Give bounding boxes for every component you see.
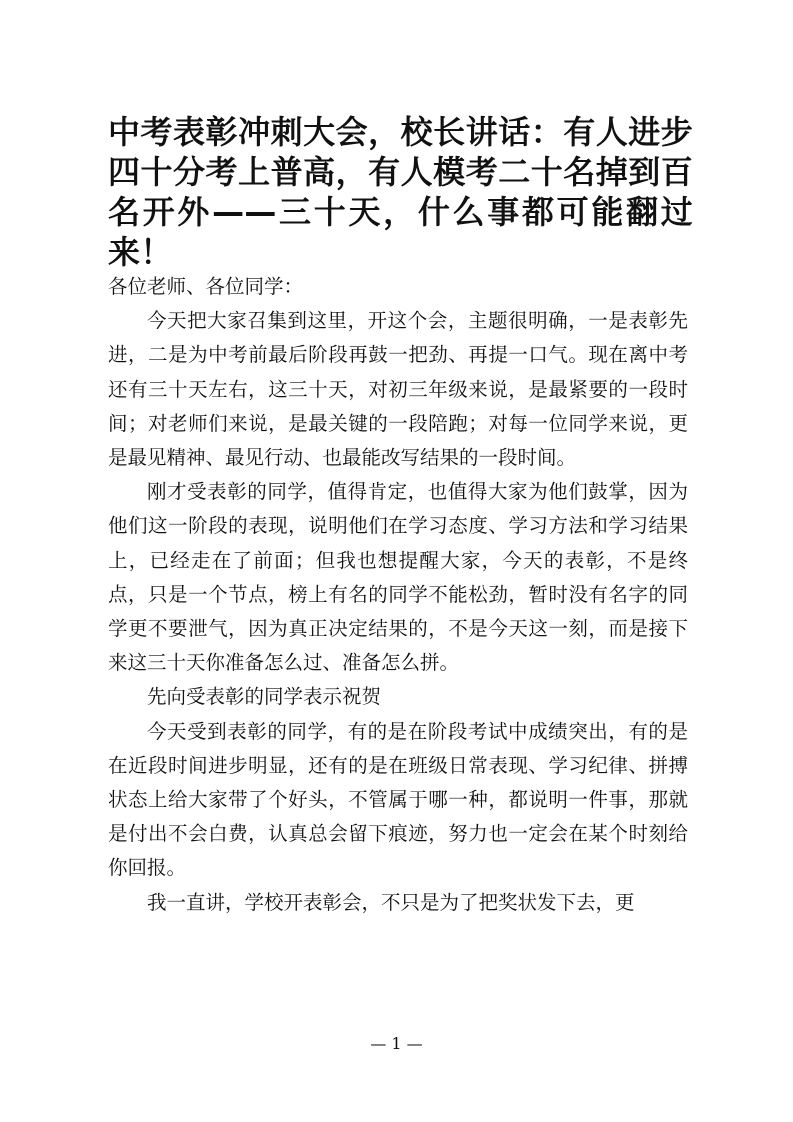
document-body xyxy=(108,270,688,920)
salutation: 各位老师、各位同学： xyxy=(108,275,304,298)
paragraph: 我一直讲，学校开表彰会，不只是为了把奖状发下去，更 xyxy=(147,890,635,914)
paragraph: 刚才受表彰的同学，值得肯定，也值得大家为他们鼓掌，因为他们这一阶段的表现，说明他们在学习态度、学习方法和学习结果上，已经走在了前面；但我也想提醒大家，今天的表彰，不是终点，只是一个节点，榜上有名的同学不能松劲，暂时没有名字的同学更不要泄气，因为真正决定结果的，不是今天这一刻，而是接下来这三十天你准备怎么过、准备怎么拼。 xyxy=(108,480,688,675)
section-heading: 先向受表彰的同学表示祝贺 xyxy=(147,685,382,709)
page-number: — 1 — xyxy=(370,1034,423,1053)
paragraph: 今天受到表彰的同学，有的是在阶段考试中成绩突出，有的是在近段时间进步明显，还有的是在班级日常表现、学习纪律、拼搏状态上给大家带了个好头，不管属于哪一种，都说明一件事，那就是付出不会白费，认真总会留下痕迹，努力也一定会在某个时刻给你回报。 xyxy=(108,719,688,880)
paragraph: 今天把大家召集到这里，开这个会，主题很明确，一是表彰先进，二是为中考前最后阶段再鼓一把劲、再提一口气。现在离中考还有三十天左右，这三十天，对初三年级来说，是最紧要的一段时间；对老师们来说，是最关键的一段陪跑；对每一位同学来说，更是最见精神、最见行动、也最能改写结果的一段时间。 xyxy=(108,309,688,470)
document-title: 中考表彰冲刺大会，校长讲话：有人进步四十分考上普高，有人模考二十名掉到百名开外——三十天，什么事都可能翻过来！ xyxy=(108,113,693,271)
